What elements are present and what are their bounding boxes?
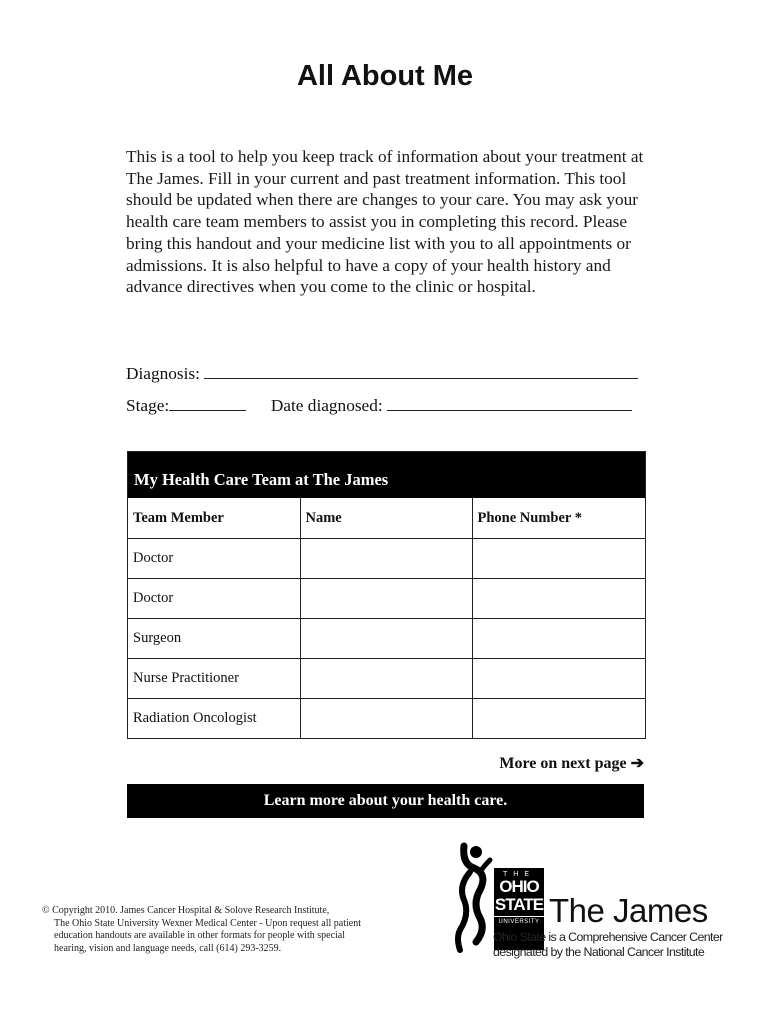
phone-cell[interactable] bbox=[472, 619, 645, 659]
column-team-member: Team Member bbox=[128, 498, 300, 539]
date-diagnosed-field[interactable] bbox=[387, 393, 632, 411]
diagnosis-field[interactable] bbox=[204, 361, 638, 379]
table-row bbox=[128, 579, 645, 619]
diagnosis-label: Diagnosis: bbox=[126, 364, 200, 383]
stage-field[interactable] bbox=[169, 393, 246, 411]
table-row bbox=[128, 539, 645, 579]
date-diagnosed-label: Date diagnosed: bbox=[270, 396, 383, 415]
logo-ohio: OHIO bbox=[499, 877, 539, 896]
logo-tagline-line-2: designated by the National Cancer Institute bbox=[493, 945, 705, 959]
phone-cell[interactable] bbox=[472, 699, 645, 739]
column-name: Name bbox=[300, 498, 472, 539]
learn-more-banner: Learn more about your health care. bbox=[127, 784, 644, 818]
team-member-cell: Nurse Practitioner bbox=[128, 659, 300, 699]
name-cell[interactable] bbox=[300, 619, 472, 659]
logo-tagline bbox=[493, 930, 723, 960]
team-table-header-row bbox=[128, 498, 645, 539]
column-phone-number: Phone Number * bbox=[472, 498, 645, 539]
team-member-cell: Radiation Oncologist bbox=[128, 699, 300, 739]
team-member-cell: Surgeon bbox=[128, 619, 300, 659]
table-row bbox=[128, 699, 645, 739]
page-title: All About Me bbox=[296, 60, 474, 92]
more-on-next-page: More on next page ➔ bbox=[499, 755, 644, 772]
name-cell[interactable] bbox=[300, 579, 472, 619]
stage-row bbox=[126, 393, 632, 416]
copyright-line-2: The Ohio State University Wexner Medical Center - Upon request all patient education handouts are available in other formats for people with special hearing, vision and language needs, call (614) 293-3259. bbox=[54, 917, 361, 954]
logo-state: STATE bbox=[494, 895, 544, 914]
diagnosis-row bbox=[126, 361, 638, 384]
phone-cell[interactable] bbox=[472, 659, 645, 699]
intro-paragraph: This is a tool to help you keep track of information about your treatment at The James. Fill in your current and past treatment information. This tool should be updated when there are changes to your care. You may ask your health care team members to assist you in completing this record. Please bring this handout and your medicine list with you to all appointments or admissions. It is also helpful to have a copy of your health history and advance directives when you come to the clinic or hospital. bbox=[126, 147, 644, 297]
phone-cell[interactable] bbox=[472, 579, 645, 619]
team-member-cell: Doctor bbox=[128, 539, 300, 579]
logo-the: THE bbox=[503, 871, 535, 878]
logo-brand-name: The James bbox=[549, 892, 708, 929]
phone-cell[interactable] bbox=[472, 539, 645, 579]
name-cell[interactable] bbox=[300, 539, 472, 579]
copyright-line-1: © Copyright 2010. James Cancer Hospital & Solove Research Institute, bbox=[42, 905, 330, 916]
stage-label: Stage: bbox=[126, 396, 170, 415]
copyright-notice bbox=[42, 905, 362, 955]
team-table-heading: My Health Care Team at The James bbox=[128, 452, 645, 498]
table-row bbox=[128, 619, 645, 659]
the-james-logo bbox=[450, 838, 740, 968]
name-cell[interactable] bbox=[300, 659, 472, 699]
logo-tagline-line-1: Ohio State is a Comprehensive Cancer Center bbox=[493, 930, 723, 944]
logo-university: UNIVERSITY bbox=[494, 916, 544, 925]
team-member-cell: Doctor bbox=[128, 579, 300, 619]
health-care-team-table bbox=[127, 451, 646, 739]
table-row bbox=[128, 659, 645, 699]
figure-logo-icon bbox=[450, 838, 498, 958]
name-cell[interactable] bbox=[300, 699, 472, 739]
